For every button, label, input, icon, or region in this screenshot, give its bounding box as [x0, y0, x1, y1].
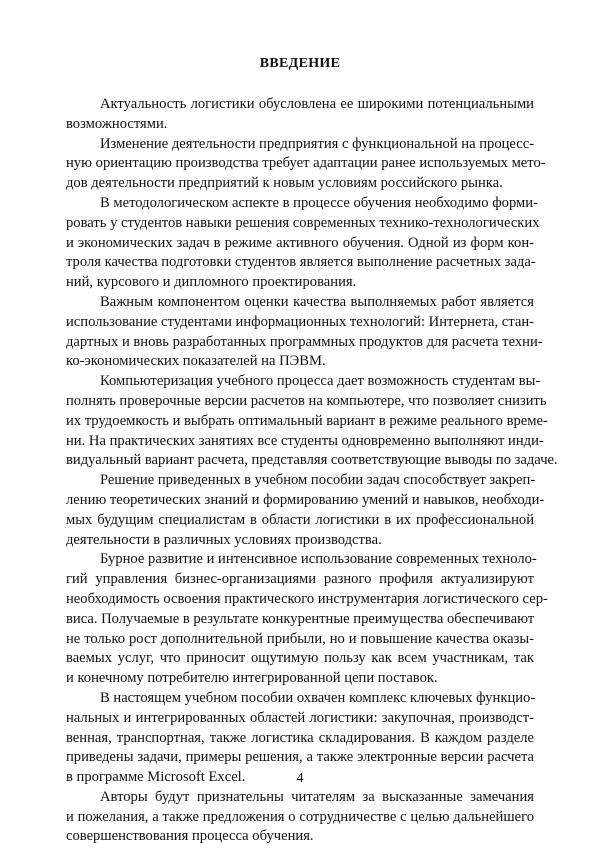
paragraph [66, 293, 543, 372]
text-line: использование студентами информационных технологий: Интернета, стан- [66, 313, 534, 330]
text-line: ваемых услуг, что приносит ощутимую пользу как всем участникам, так [66, 650, 534, 667]
text-line: венная, транспортная, также логистика складирования. В каждом разделе [66, 729, 534, 746]
text-line: Решение приведенных в учебном пособии задач способствует закреп- [100, 472, 536, 489]
paragraph [66, 788, 534, 847]
paragraph [66, 550, 548, 689]
text-line: нальных и интегрированных областей логистики: закупочная, производст- [66, 709, 534, 726]
text-line: Изменение деятельности предприятия с функциональной на процесс- [100, 135, 535, 152]
text-line: ровать у студентов навыки решения современных технико-технологических [66, 214, 540, 231]
text-line: не только рост дополнительной прибыли, но и повышение качества оказы- [66, 630, 534, 647]
text-line: Бурное развитие и интенсивное использование современных техноло- [100, 551, 537, 568]
text-line: деятельности в различных условиях производства. [66, 531, 382, 548]
text-line: необходимость освоения практического инструментария логистического сер- [66, 590, 548, 607]
text-line: Актуальность логистики обусловлена ее широкими потенциальными [100, 96, 534, 112]
text-line: полнять проверочные версии расчетов на компьютере, что позволяет снизить [66, 392, 547, 409]
text-line: возможностями. [66, 115, 168, 132]
text-line: троля качества подготовки студентов является выполнение расчетных зада- [66, 254, 536, 271]
text-line: мых будущим специалистам в области логистики в их профессиональной [66, 511, 534, 528]
text-line: лению теоретических знаний и формированию умений и навыков, необходи- [66, 491, 545, 508]
text-line: ную ориентацию производства требует адаптации ранее используемых мето- [66, 155, 546, 172]
text-line: приведены задачи, примеры решения, а также электронные версии расчета [66, 749, 534, 766]
text-line: Компьютеризация учебного процесса дает возможность студентам вы- [100, 373, 541, 390]
text-line: и пожелания, а также предложения о сотрудничестве с целью дальнейшего [66, 808, 534, 825]
text-line: В методологическом аспекте в процессе обучения необходимо форми- [100, 194, 538, 211]
text-line: видуальный вариант расчета, представляя соответствующие выводы по задаче. [66, 452, 558, 469]
text-line: в программе Microsoft Excel. [66, 769, 246, 786]
text-line: совершенствования процесса обучения. [66, 828, 314, 845]
text-line: ни. На практических занятиях все студенты одновременно выполняют инди- [66, 432, 544, 449]
page-title: ВВЕДЕНИЕ [259, 56, 341, 71]
paragraph [66, 372, 558, 471]
text-line: и экономических задач в режиме активного обучения. Одной из форм кон- [66, 234, 534, 251]
text-line: дов деятельности предприятий к новым условиям российского рынка. [66, 175, 503, 192]
paragraph [66, 135, 546, 194]
text-line: и конечному потребителю интегрированной цепи поставок. [66, 670, 438, 687]
text-line: В настоящем учебном пособии охвачен комплекс ключевых функцио- [100, 689, 536, 706]
text-line: ко-экономических показателей на ПЭВМ. [66, 353, 326, 370]
paragraph [66, 471, 545, 550]
text-line: дартных и вновь разработанных программных продуктов для расчета техни- [66, 333, 543, 350]
text-line: гий управления бизнес-организациями разного профиля актуализируют [66, 571, 534, 588]
text-line: виса. Получаемые в результате конкурентные преимущества обеспечивают [66, 610, 535, 627]
text-line: Авторы будут признательны читателям за высказанные замечания [100, 788, 534, 805]
text-line: Важным компонентом оценки качества выполняемых работ является [100, 293, 534, 310]
body-text [66, 95, 558, 847]
paragraph [66, 194, 540, 293]
paragraph [66, 95, 534, 135]
text-line: ний, курсового и дипломного проектирования. [66, 274, 357, 291]
page-number: 4 [296, 771, 304, 786]
text-line: их трудоемкость и выбрать оптимальный вариант в режиме реального време- [66, 412, 548, 429]
